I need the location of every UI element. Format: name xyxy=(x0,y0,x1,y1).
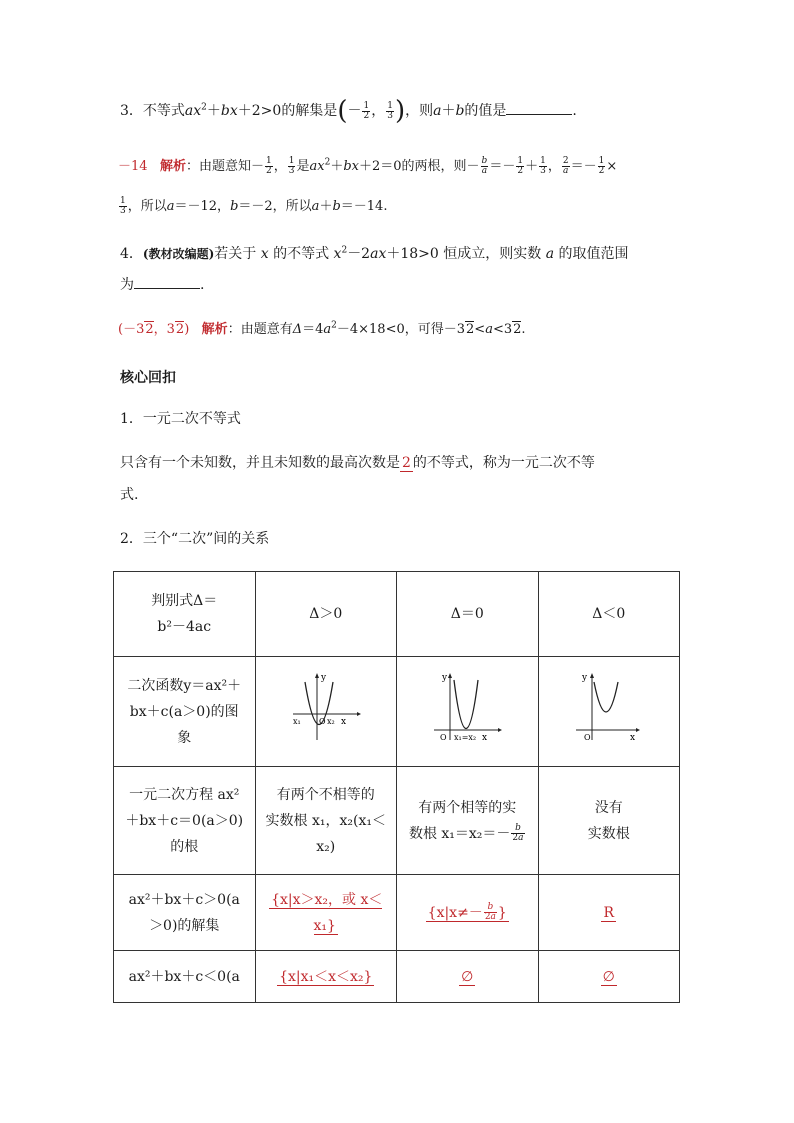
p1-blank-answer: 2 xyxy=(402,455,411,471)
svg-text:O: O xyxy=(440,733,447,742)
q4-stem-d: 的取值范围 xyxy=(558,246,629,262)
a4-label: 解析 xyxy=(201,322,228,337)
a4-text-b: ＝4 xyxy=(302,322,324,337)
q4-number: 4． xyxy=(120,246,143,262)
svg-text:x₂: x₂ xyxy=(326,717,335,726)
a3-line2-d: ＝－14. xyxy=(340,199,388,214)
answer-3-line2: $\frac{1}{3}$ ，所以a＝－12，b＝－2，所以a＋b＝－14. xyxy=(120,196,388,216)
row-roots-label: 一元二次方程 ax² ＋bx＋c＝0(a＞0) 的根 xyxy=(114,767,256,875)
parabola-one-root-graph xyxy=(432,672,502,742)
svg-text:O: O xyxy=(318,717,326,726)
svg-text:y: y xyxy=(581,673,587,683)
question-3: 3．不等式$ax^2+bx+2>0$的解集是(－ $\frac{1}{2}$ ， $\frac{1}{3}$ )，则a＋b的值是 . xyxy=(120,96,577,126)
q3-value-of: 的值是 xyxy=(464,103,507,119)
svg-text:x: x xyxy=(340,717,346,727)
q4-stem-b: 的不等式 xyxy=(273,246,330,262)
cell-two-roots: 有两个不相等的 实数根 x₁，x₂(x₁＜ x₂) xyxy=(255,767,397,875)
question-4: 4．(教材改编题)若关于 x 的不等式 $x^2-2ax+18>0$ 恒成立，则实数 a 的取值范围 xyxy=(120,245,629,262)
p1-body-a: 只含有一个未知数，并且未知数的最高次数是 xyxy=(120,455,400,471)
svg-text:y: y xyxy=(442,673,448,683)
cell-no-roots: 没有 实数根 xyxy=(538,767,680,875)
q3-cond: ，则 xyxy=(405,103,434,119)
a3-line2-c: ＝－2，所以 xyxy=(238,199,312,214)
q4-answer-blank[interactable] xyxy=(134,274,200,289)
cell-equal-roots: 有两个相等的实 数根 x₁＝x₂＝－ $\frac{b}{2a}$ xyxy=(397,767,539,875)
a4-text-e: <3 xyxy=(492,322,513,337)
a4-answer: (－32，32) xyxy=(118,322,190,337)
section-title: 核心回扣 xyxy=(120,370,176,386)
relation-table xyxy=(113,571,680,1003)
q4-end: . xyxy=(200,277,205,293)
parabola-no-root-graph xyxy=(574,672,644,742)
a4-end: . xyxy=(521,322,526,337)
p1-body-c: 式. xyxy=(120,487,139,503)
a3-label: 解析 xyxy=(159,159,186,174)
a3-line2-b: ＝－12， xyxy=(174,199,231,214)
svg-text:y: y xyxy=(320,673,326,683)
q3-answer-blank[interactable] xyxy=(506,100,572,115)
svg-text:x₁: x₁ xyxy=(292,717,301,726)
q3-number: 3． xyxy=(120,103,143,119)
a3-answer: －14 xyxy=(118,159,148,174)
question-4-line2 xyxy=(120,274,204,294)
a3-line2-a: ，所以 xyxy=(127,199,167,214)
q4-tag: (教材改编题) xyxy=(142,247,215,261)
graph-one-root xyxy=(397,657,539,767)
header-delta-positive: Δ＞0 xyxy=(255,572,397,657)
p1-body xyxy=(120,452,595,472)
svg-text:O: O xyxy=(583,733,591,742)
svg-text:x: x xyxy=(482,733,488,742)
cell-gt-no-roots: R xyxy=(538,875,680,951)
svg-text:x₁=x₂: x₁=x₂ xyxy=(454,733,477,742)
graph-no-root xyxy=(538,657,680,767)
row-gt-label: ax²＋bx＋c＞0(a ＞0)的解集 xyxy=(114,875,256,951)
header-delta-negative: Δ＜0 xyxy=(538,572,680,657)
a3-text-e: ， xyxy=(547,159,561,174)
answer-3: －14 解析：由题意知－ $\frac{1}{2}$ ， $\frac{1}{3}$ 是$ax^2+bx+2=0$的两根，则－ $\frac{b}{a}$ ＝－ $\frac{1}{2}$ ＋ $\frac{1}{3}$ ， $\frac{2}{a}$ ＝－ $\frac{1}{2}$ × xyxy=(118,156,618,176)
q3-stem-b: 的解集是 xyxy=(281,103,338,119)
cell-lt-no-roots: ∅ xyxy=(538,951,680,1003)
a3-text: ：由题意知－ xyxy=(185,159,264,174)
a4-text-d: < xyxy=(474,322,486,337)
q4-stem-a: 若关于 xyxy=(214,246,257,262)
answer-4: (－32，32) 解析：由题意有$\Delta=4a^2-4\times 18<0$，可得－32<a<32. xyxy=(118,320,526,337)
row-graph-label: 二次函数y＝ax²＋ bx＋c(a＞0)的图 象 xyxy=(114,657,256,767)
graph-two-roots xyxy=(255,657,397,767)
q4-stem-c: 恒成立，则实数 xyxy=(443,246,542,262)
row-lt-label: ax²＋bx＋c＜0(a xyxy=(114,951,256,1003)
a3-text-c: 的两根，则－ xyxy=(401,159,480,174)
svg-text:x: x xyxy=(629,733,635,742)
header-discriminant: 判别式Δ＝ b²－4ac xyxy=(114,572,256,657)
a3-text-d: ＝－ xyxy=(489,159,516,174)
q3-end: . xyxy=(572,103,577,119)
a4-text-a: ：由题意有 xyxy=(227,322,293,337)
cell-lt-equal-roots: ∅ xyxy=(397,951,539,1003)
header-delta-zero: Δ＝0 xyxy=(397,572,539,657)
p2-heading: 2．三个“二次”间的关系 xyxy=(120,531,270,547)
parabola-two-roots-graph xyxy=(291,672,361,742)
cell-lt-two-roots: {x|x₁＜x＜x₂} xyxy=(255,951,397,1003)
a4-text-c: －4×18<0，可得－3 xyxy=(336,322,466,337)
p1-heading: 1．一元二次不等式 xyxy=(120,411,241,427)
cell-gt-two-roots: {x|x＞x₂，或 x＜x₁} xyxy=(255,875,397,951)
cell-gt-equal-roots: {x|x≠－ $\frac{b}{2a}$ } xyxy=(397,875,539,951)
a3-text-b: 是 xyxy=(296,159,310,174)
p1-body-b: 的不等式，称为一元二次不等 xyxy=(412,455,595,471)
q3-stem: 不等式 xyxy=(142,103,185,119)
q4-line2: 为 xyxy=(120,277,134,293)
